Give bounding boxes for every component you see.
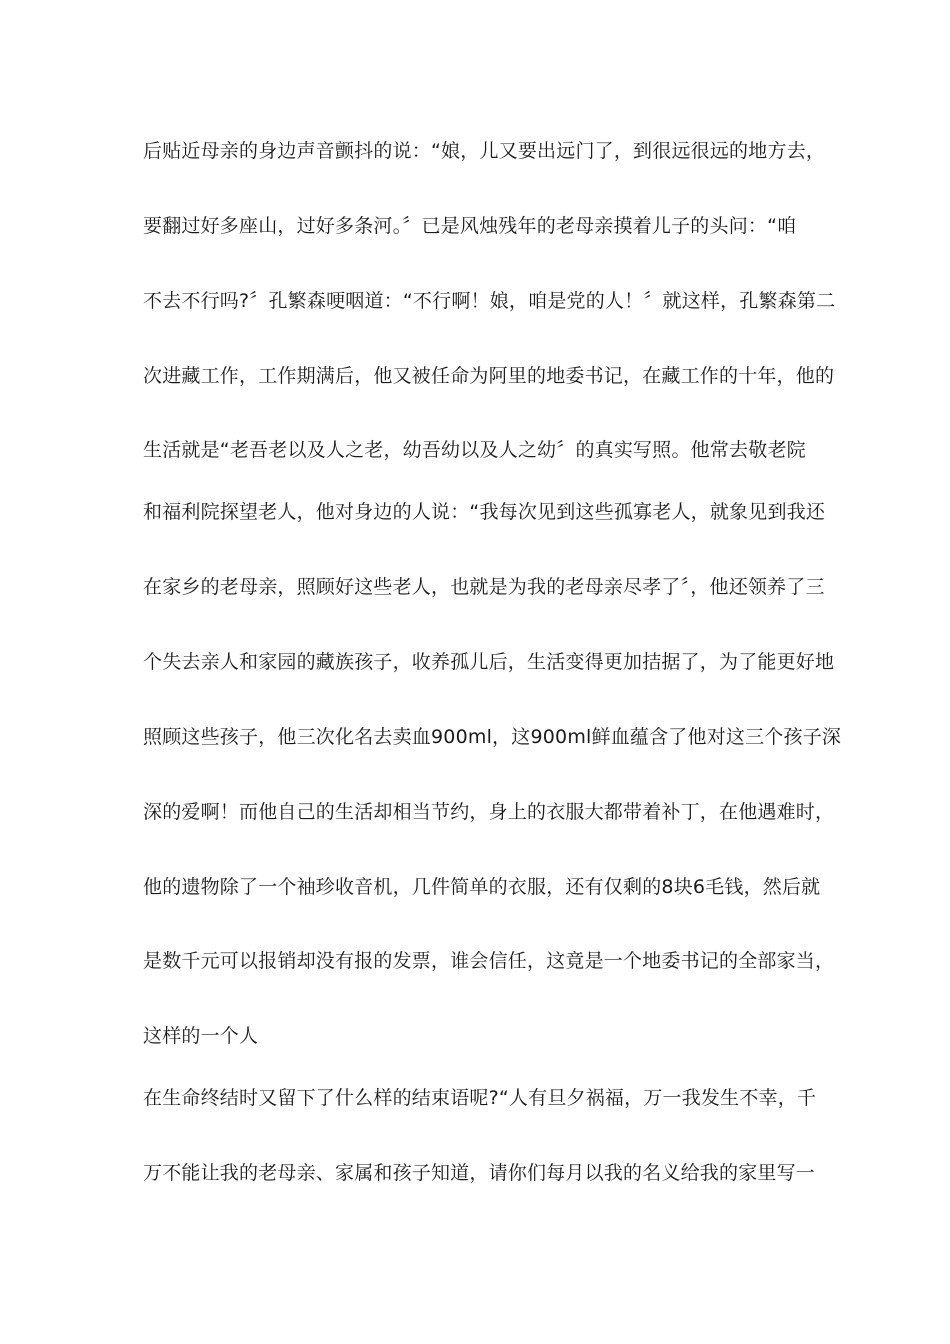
text-line: 次进藏工作，工作期满后，他又被任命为阿里的地委书记，在藏工作的十年，他的 [143, 365, 835, 387]
text-line: 他的遗物除了一个袖珍收音机，几件简单的衣服，还有仅剩的8块6毛钱，然后就 [143, 876, 821, 898]
text-line: 个失去亲人和家园的藏族孩子，收养孤儿后，生活变得更加拮据了，为了能更好地 [143, 651, 835, 673]
text-line: 在生命终结时又留下了什么样的结束语呢?“人有旦夕祸福，万一我发生不幸，千 [143, 1087, 817, 1109]
text-line: 照顾这些孩子，他三次化名去卖血900ml，这900ml鲜血蕴含了他对这三个孩子深 [143, 726, 842, 748]
text-line: 和福利院探望老人，他对身边的人说：“我每次见到这些孤寡老人，就象见到我还 [143, 501, 826, 523]
text-line: 不去不行吗?〞孔繁森哽咽道：“不行啊！娘，咱是党的人！〞就这样，孔繁森第二 [143, 290, 836, 312]
text-line: 深的爱啊！而他自己的生活却相当节约，身上的衣服大都带着补丁，在他遇难时， [143, 801, 835, 823]
text-line: 是数千元可以报销却没有报的发票，谁会信任，这竟是一个地委书记的全部家当， [143, 950, 835, 972]
text-line: 在家乡的老母亲，照顾好这些老人，也就是为我的老母亲尽孝了〞，他还领养了三 [143, 576, 825, 598]
text-line: 要翻过好多座山，过好多条河。〞已是风烛残年的老母亲摸着儿子的头问：“咱 [143, 215, 797, 237]
text-line: 生活就是“老吾老以及人之老，幼吾幼以及人之幼〞的真实写照。他常去敬老院 [143, 439, 806, 461]
text-line: 万不能让我的老母亲、家属和孩子知道，请你们每月以我的名义给我的家里写一 [143, 1162, 816, 1184]
text-line: 后贴近母亲的身边声音颤抖的说：“娘，儿又要出远门了，到很远很远的地方去， [143, 140, 826, 162]
text-line: 这样的一个人 [143, 1025, 259, 1047]
